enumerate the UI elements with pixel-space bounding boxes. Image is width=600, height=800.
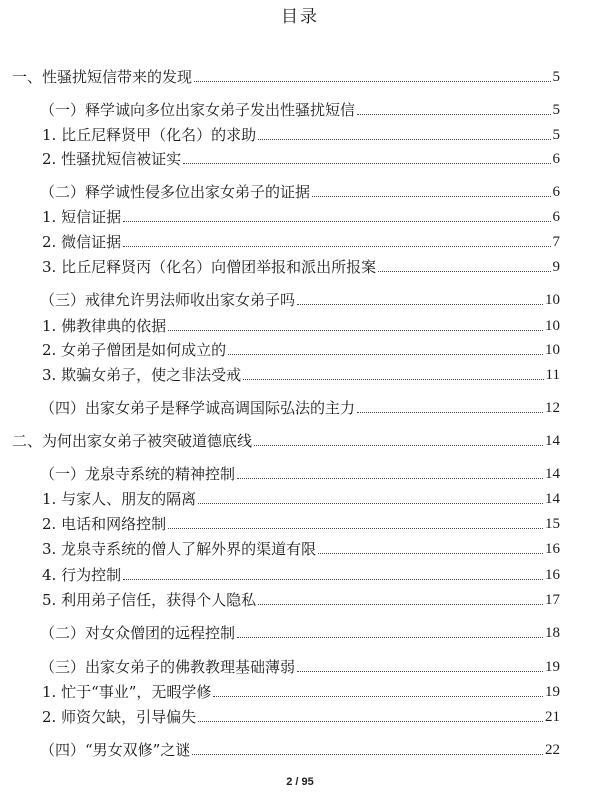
dot-leader xyxy=(378,271,550,272)
toc-entry-page: 18 xyxy=(545,625,560,641)
toc-entry-page: 5 xyxy=(552,127,560,143)
toc-entry-subsection[interactable] xyxy=(42,341,560,359)
toc-entry-subsection[interactable] xyxy=(42,683,560,701)
toc-entry-label: 2. 微信证据 xyxy=(42,233,122,251)
toc-entry-label: 1. 比丘尼释贤甲（化名）的求助 xyxy=(42,126,257,144)
toc-entry-label: 5. 利用弟子信任，获得个人隐私 xyxy=(42,591,257,609)
toc-entry-page: 6 xyxy=(552,151,560,167)
toc-entry-page: 16 xyxy=(545,541,560,557)
toc-entry-label: 4. 行为控制 xyxy=(42,566,122,584)
toc-entry-label: 3. 欺骗女弟子，使之非法受戒 xyxy=(42,366,242,384)
dot-leader xyxy=(312,196,550,197)
dot-leader xyxy=(237,478,543,479)
dot-leader xyxy=(168,330,543,331)
dot-leader xyxy=(357,412,543,413)
toc-entry-page: 19 xyxy=(545,659,560,675)
toc-entry-section[interactable] xyxy=(40,741,560,759)
dot-leader xyxy=(123,221,550,222)
toc-entry-label: （二）释学诚性侵多位出家女弟子的证据 xyxy=(40,183,311,201)
toc-entry-label: 1. 短信证据 xyxy=(42,208,122,226)
toc-entry-subsection[interactable] xyxy=(42,150,560,168)
dot-leader xyxy=(297,304,543,305)
toc-entry-page: 14 xyxy=(545,433,560,449)
toc-entry-label: 2. 性骚扰短信被证实 xyxy=(42,150,182,168)
toc-entry-label: （四）“男女双修”之谜 xyxy=(40,741,191,759)
toc-entry-page: 12 xyxy=(545,400,560,416)
dot-leader xyxy=(318,553,543,554)
dot-leader xyxy=(194,81,550,82)
dot-leader xyxy=(357,114,550,115)
toc-entry-label: 1. 忙于“事业”，无暇学修 xyxy=(42,683,212,701)
toc-entry-page: 14 xyxy=(545,491,560,507)
toc-entry-page: 5 xyxy=(552,69,560,85)
toc-entry-chapter-2[interactable] xyxy=(12,432,560,450)
toc-entry-label: （一）释学诚向多位出家女弟子发出性骚扰短信 xyxy=(40,101,356,119)
toc-entry-page: 22 xyxy=(545,742,560,758)
dot-leader xyxy=(297,671,543,672)
toc-entry-label: 2. 师资欠缺，引导偏失 xyxy=(42,708,197,726)
toc-entry-page: 10 xyxy=(545,318,560,334)
toc-entry-label: 二、为何出家女弟子被突破道德底线 xyxy=(12,432,253,450)
page-number-footer: 2 / 95 xyxy=(286,776,314,788)
toc-entry-page: 11 xyxy=(545,367,560,383)
toc-entry-subsection[interactable] xyxy=(42,708,560,726)
toc-entry-label: 3. 比丘尼释贤丙（化名）向僧团举报和派出所报案 xyxy=(42,258,377,276)
dot-leader xyxy=(123,579,543,580)
dot-leader xyxy=(254,445,543,446)
toc-entry-section[interactable] xyxy=(40,101,560,119)
toc-entry-subsection[interactable] xyxy=(42,233,560,251)
dot-leader xyxy=(258,604,543,605)
toc-entry-label: 2. 女弟子僧团是如何成立的 xyxy=(42,341,227,359)
toc-entry-subsection[interactable] xyxy=(42,258,560,276)
toc-entry-subsection[interactable] xyxy=(42,591,560,609)
toc-entry-label: 1. 佛教律典的依据 xyxy=(42,317,167,335)
dot-leader xyxy=(198,503,543,504)
toc-entry-page: 14 xyxy=(545,466,560,482)
toc-title: 目录 xyxy=(281,7,319,27)
dot-leader xyxy=(237,637,543,638)
toc-entry-subsection[interactable] xyxy=(42,490,560,508)
toc-entry-chapter-1[interactable] xyxy=(12,68,560,86)
toc-entry-subsection[interactable] xyxy=(42,126,560,144)
toc-entry-page: 10 xyxy=(545,292,560,308)
toc-entry-label: （四）出家女弟子是释学诚高调国际弘法的主力 xyxy=(40,399,356,417)
dot-leader xyxy=(192,754,543,755)
toc-entry-page: 10 xyxy=(545,342,560,358)
dot-leader xyxy=(213,696,543,697)
toc-entry-subsection[interactable] xyxy=(42,317,560,335)
toc-entry-subsection[interactable] xyxy=(42,566,560,584)
dot-leader xyxy=(228,354,543,355)
toc-entry-section[interactable] xyxy=(40,183,560,201)
toc-entry-subsection[interactable] xyxy=(42,366,560,384)
toc-entry-page: 7 xyxy=(552,234,560,250)
toc-entry-subsection[interactable] xyxy=(42,540,560,558)
toc-entry-label: （三）戒律允许男法师收出家女弟子吗 xyxy=(40,291,296,309)
toc-entry-section[interactable] xyxy=(40,658,560,676)
toc-entry-label: 1. 与家人、朋友的隔离 xyxy=(42,490,197,508)
dot-leader xyxy=(243,379,543,380)
toc-entry-page: 6 xyxy=(552,184,560,200)
toc-entry-label: （一）龙泉寺系统的精神控制 xyxy=(40,465,236,483)
dot-leader xyxy=(183,163,550,164)
toc-entry-label: 2. 电话和网络控制 xyxy=(42,515,167,533)
toc-entry-section[interactable] xyxy=(40,624,560,642)
toc-entry-page: 15 xyxy=(545,516,560,532)
toc-entry-section[interactable] xyxy=(40,399,560,417)
toc-entry-subsection[interactable] xyxy=(42,208,560,226)
toc-entry-page: 17 xyxy=(545,592,560,608)
toc-entry-subsection[interactable] xyxy=(42,515,560,533)
toc-entry-page: 9 xyxy=(552,259,560,275)
dot-leader xyxy=(198,721,543,722)
toc-entry-page: 21 xyxy=(545,709,560,725)
toc-entry-section[interactable] xyxy=(40,465,560,483)
toc-entry-label: 一、性骚扰短信带来的发现 xyxy=(12,68,193,86)
dot-leader xyxy=(168,528,543,529)
toc-entry-section[interactable] xyxy=(40,291,560,309)
dot-leader xyxy=(123,246,550,247)
dot-leader xyxy=(258,139,550,140)
toc-entry-page: 6 xyxy=(552,209,560,225)
toc-entry-label: 3. 龙泉寺系统的僧人了解外界的渠道有限 xyxy=(42,540,317,558)
toc-entry-page: 5 xyxy=(552,102,560,118)
toc-entry-label: （二）对女众僧团的远程控制 xyxy=(40,624,236,642)
toc-entry-label: （三）出家女弟子的佛教教理基础薄弱 xyxy=(40,658,296,676)
toc-entry-page: 16 xyxy=(545,567,560,583)
toc-entry-page: 19 xyxy=(545,684,560,700)
